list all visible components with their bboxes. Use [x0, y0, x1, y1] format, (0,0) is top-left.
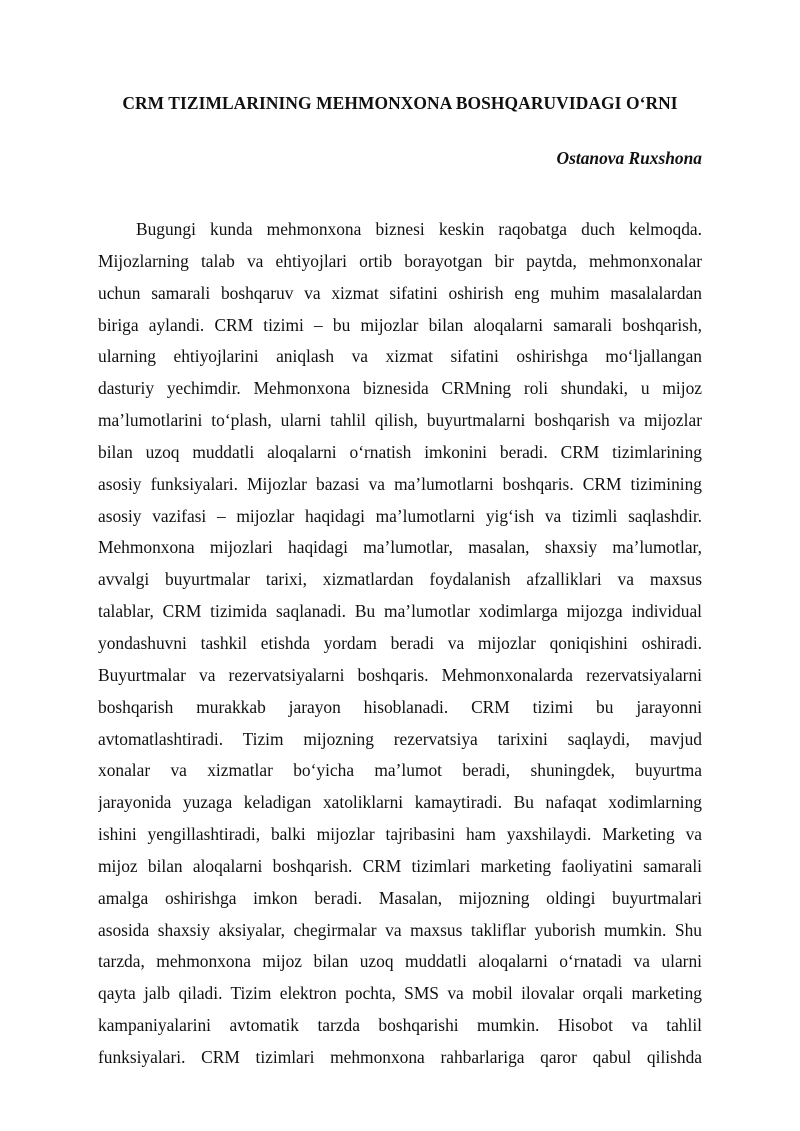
- text-line: ularning ehtiyojlarini aniqlash va xizmat sifatini oshirishga mo‘ljallangan: [98, 346, 702, 367]
- author-name: Ostanova Ruxshona: [556, 148, 702, 168]
- text-line: asosiy funksiyalari. Mijozlar bazasi va ma’lumotlarni boshqaris. CRM tizimining: [98, 473, 702, 494]
- body-paragraph: [98, 214, 702, 1074]
- text-line: bilan uzoq muddatli aloqalarni o‘rnatish imkonini beradi. CRM tizimlarining: [98, 441, 702, 462]
- text-line: talablar, CRM tizimida saqlanadi. Bu ma’lumotlar xodimlarga mijozga individual: [98, 601, 702, 622]
- text-line: avtomatlashtiradi. Tizim mijozning rezervatsiya tarixini saqlaydi, mavjud: [98, 728, 702, 749]
- document-title: CRM TIZIMLARINING MEHMONXONA BOSHQARUVIDAGI O‘RNI: [122, 93, 678, 113]
- text-line: asosiy vazifasi – mijozlar haqidagi ma’lumotlarni yig‘ish va tizimli saqlashdir.: [98, 505, 702, 526]
- text-line: Mijozlarning talab va ehtiyojlari ortib borayotgan bir paytda, mehmonxonalar: [98, 250, 702, 271]
- text-line: boshqarish murakkab jarayon hisoblanadi. CRM tizimi bu jarayonni: [98, 696, 702, 717]
- text-line: avvalgi buyurtmalar tarixi, xizmatlardan foydalanish afzalliklari va maxsus: [98, 569, 702, 590]
- text-line: Mehmonxona mijozlari haqidagi ma’lumotlar, masalan, shaxsiy ma’lumotlar,: [98, 537, 702, 558]
- text-line: Bugungi kunda mehmonxona biznesi keskin raqobatga duch kelmoqda.: [136, 219, 702, 239]
- text-line: uchun samarali boshqaruv va xizmat sifatini oshirish eng muhim masalalardan: [98, 282, 702, 303]
- text-line: amalga oshirishga imkon beradi. Masalan, mijozning oldingi buyurtmalari: [98, 887, 702, 908]
- text-line: kampaniyalarini avtomatik tarzda boshqarishi mumkin. Hisobot va tahlil: [98, 1015, 702, 1036]
- text-line: funksiyalari. CRM tizimlari mehmonxona rahbarlariga qaror qabul qilishda: [98, 1046, 702, 1067]
- text-line: ishini yengillashtiradi, balki mijozlar tajribasini ham yaxshilaydi. Marketing va: [98, 824, 702, 845]
- text-line: xonalar va xizmatlar bo‘yicha ma’lumot beradi, shuningdek, buyurtma: [98, 760, 702, 781]
- text-line: Buyurtmalar va rezervatsiyalarni boshqaris. Mehmonxonalarda rezervatsiyalarni: [98, 664, 702, 685]
- text-line: ma’lumotlarini to‘plash, ularni tahlil qilish, buyurtmalarni boshqarish va mijozlar: [98, 410, 702, 431]
- text-line: yondashuvni tashkil etishda yordam beradi va mijozlar qoniqishini oshiradi.: [98, 632, 702, 653]
- text-line: qayta jalb qiladi. Tizim elektron pochta, SMS va mobil ilovalar orqali marketing: [98, 983, 702, 1004]
- text-line: asosida shaxsiy aksiyalar, chegirmalar va maxsus takliflar yuborish mumkin. Shu: [98, 919, 702, 940]
- text-line: jarayonida yuzaga keladigan xatoliklarni kamaytiradi. Bu nafaqat xodimlarning: [98, 792, 702, 813]
- text-line: tarzda, mehmonxona mijoz bilan uzoq muddatli aloqalarni o‘rnatadi va ularni: [98, 951, 702, 972]
- text-line: biriga aylandi. CRM tizimi – bu mijozlar bilan aloqalarni samarali boshqarish,: [98, 314, 702, 335]
- text-line: mijoz bilan aloqalarni boshqarish. CRM tizimlari marketing faoliyatini samarali: [98, 855, 702, 876]
- text-line: dasturiy yechimdir. Mehmonxona biznesida CRMning roli shundaki, u mijoz: [98, 378, 702, 399]
